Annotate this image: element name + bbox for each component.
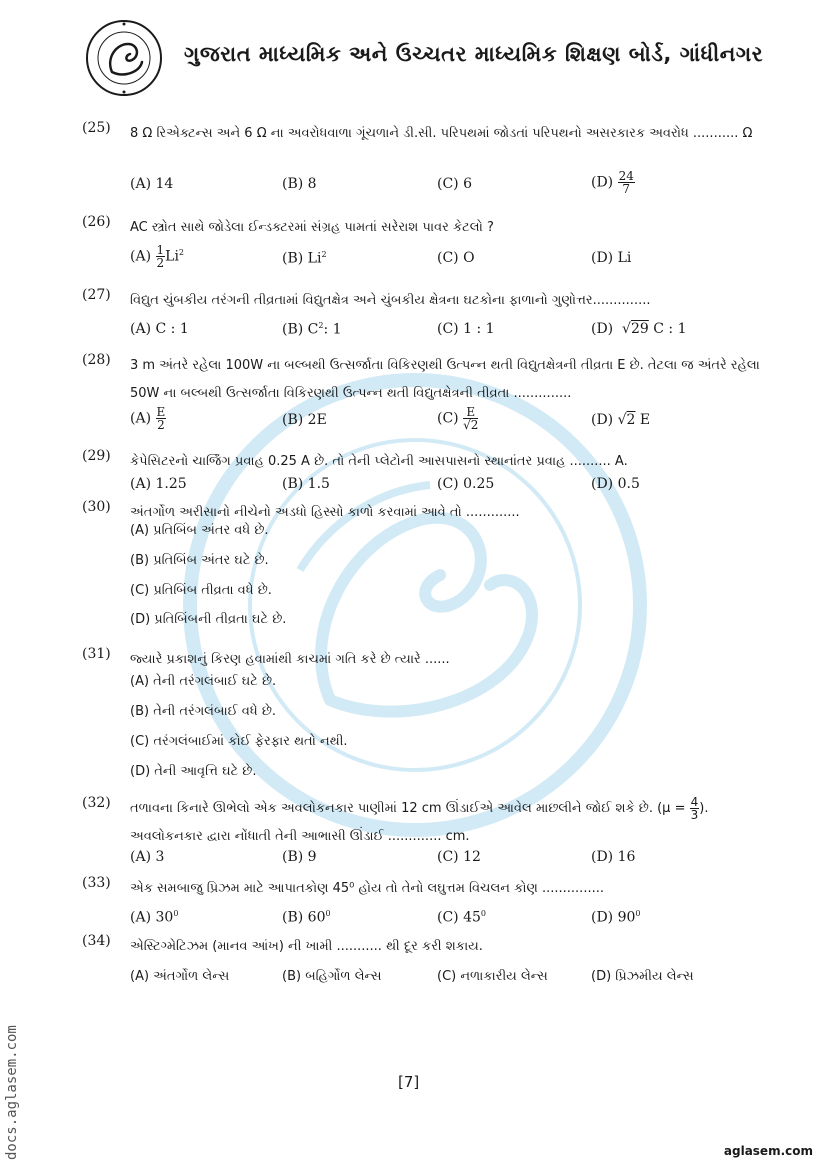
option-b: (B) 8 [282,176,317,192]
option-d: (D) 0.5 [591,476,640,492]
option-c: (C) $\frac{E}{√2}$ [437,405,479,432]
option-c: (C) $45^0$ [437,909,486,926]
question-31 [82,646,762,786]
option-c: (C) તરંગલંબાઈમાં કોઈ ફેરફાર થતો નથી. [130,734,348,749]
option-a: (A) અંતર્ગોળ લેન્સ [130,969,230,984]
question-number: (31) [82,646,111,662]
option-c: (C) 6 [437,176,472,192]
option-b: (B) Li$^2$ [282,250,327,267]
question-text: 3 m અંતરે રહેલા 100W ના બલ્બથી ઉત્સર્જાતા વિકિરણથી ઉત્પન્ન થતી વિદ્યુતક્ષેત્રની તીવ્રતા E છે. તેટલા જ અંતરે રહેલા 50W ના બલ્બથી ઉત્સર્જાતા વિકિરણથી ઉત્પન્ન થતી વિદ્યુતક્ષેત્રની તીવ્રતા .............. [130,358,760,401]
option-d: (D) 16 [591,849,636,865]
page-number: [7] [398,1073,420,1091]
question-number: (28) [82,352,111,368]
option-b: (B) $60^0$ [282,909,331,926]
footer-site: aglasem.com [723,1144,813,1158]
question-text: તળાવના કિનારે ઊભેલો એક અવલોકનકાર પાણીમાં 12 cm ઊંડાઈએ આવેલ માછલીને જોઈ શકે છે. (μ = $\frac{4}{3}$ ). અવલોકનકાર દ્વારા નોંધાતી તેની આભાસી ઊંડાઈ ............. cm. [130,795,709,844]
option-a: (A) પ્રતિબિંબ અંતર વધે છે. [130,523,269,538]
question-text: વિદ્યુત ચુંબકીય તરંગની તીવ્રતામાં વિદ્યુતક્ષેત્ર અને ચુંબકીય ક્ષેત્રના ઘટકોના ફાળાનો ગુણોત્તર.............. [130,293,651,308]
question-number: (32) [82,795,111,811]
option-c: (C) નળાકારીય લેન્સ [437,969,548,984]
question-number: (33) [82,875,111,891]
question-text: એસ્ટિગ્મેટિઝમ (માનવ આંખ) ની ખામી ........... થી દૂર કરી શકાય. [130,939,483,954]
question-34 [82,933,762,993]
question-29 [82,448,762,498]
option-b: (B) 1.5 [282,476,330,492]
option-d: (D) પ્રિઝમીય લેન્સ [591,969,694,984]
question-number: (34) [82,933,111,949]
option-b: (B) પ્રતિબિંબ અંતર ઘટે છે. [130,553,269,568]
question-number: (30) [82,499,111,515]
option-d: (D) તેની આવૃત્તિ ઘટે છે. [130,764,257,779]
option-d: (D) √2 E [591,412,651,428]
question-26 [82,214,762,274]
option-a: (A) 14 [130,176,174,192]
option-b: (B) તેની તરંગલંબાઈ વધે છે. [130,704,277,719]
option-c: (C) O [437,250,475,266]
question-text: જ્યારે પ્રકાશનું કિરણ હવામાંથી કાચમાં ગતિ કરે છે ત્યારે ...... [130,652,450,667]
option-b: (B) બહિર્ગોળ લેન્સ [282,969,382,984]
question-text: અંતર્ગોળ અરીસાનો નીચેનો અડધો હિસ્સો કાળો કરવામાં આવે તો ............. [130,505,520,520]
question-number: (25) [82,120,111,136]
option-c: (C) 1 : 1 [437,321,495,337]
option-a: (A) 3 [130,849,165,865]
option-b: (B) 9 [282,849,317,865]
option-b: (B) $C^2$: 1 [282,321,342,338]
option-c: (C) 12 [437,849,481,865]
option-b: (B) 2E [282,412,327,428]
question-28 [82,352,762,442]
option-c: (C) પ્રતિબિંબ તીવ્રતા વધે છે. [130,583,272,598]
board-title: ગુજરાત માધ્યમિક અને ઉચ્ચતર માધ્યમિક શિક્ષણ બોર્ડ, ગાંધીનગર [184,42,764,66]
question-text: AC સ્ત્રોત સાથે જોડેલા ઈન્ડક્ટરમાં સંગ્રહ પામતાં સરેરાશ પાવર કેટલો ? [130,220,494,235]
question-32 [82,795,762,870]
side-watermark-url: docs.aglasem.com [4,1025,20,1160]
option-d: (D) $\frac{24}{7}$ [591,169,634,196]
option-a: (A) $30^0$ [130,909,179,926]
question-number: (27) [82,287,111,303]
question-number: (29) [82,448,111,464]
option-a: (A) $\frac{E}{2}$ [130,405,166,432]
option-d: (D) પ્રતિબિંબની તીવ્રતા ઘટે છે. [130,612,287,627]
question-27 [82,287,762,347]
question-text: કેપેસિટરનો ચાર્જિંગ પ્રવાહ 0.25 A છે. તો તેની પ્લેટોની આસપાસનો સ્થાનાંતર પ્રવાહ .......... A. [130,454,628,469]
option-d: (D) Li [591,250,632,266]
option-c: (C) 0.25 [437,476,495,492]
question-25 [82,120,762,200]
question-number: (26) [82,214,111,230]
document-header [84,18,774,98]
option-d: (D) √29 C : 1 [591,321,687,337]
board-seal-logo [84,18,164,98]
question-33 [82,875,762,930]
option-d: (D) $90^0$ [591,909,641,926]
question-30 [82,499,762,639]
option-a: (A) $\frac{1}{2}$ Li$^2$ [130,243,185,270]
option-a: (A) 1.25 [130,476,187,492]
option-a: (A) તેની તરંગલંબાઈ ઘટે છે. [130,674,277,689]
question-text: એક સમબાજુ પ્રિઝમ માટે આપાતકોણ 45⁰ હોય તો તેનો લઘુત્તમ વિચલન કોણ ............... [130,881,604,896]
question-text: 8 Ω રિએક્ટન્સ અને 6 Ω ના અવરોધવાળા ગૂંચળાને ડી.સી. પરિપથમાં જોડતાં પરિપથનો અસરકારક અવરોધ ........... Ω [130,126,753,141]
option-a: (A) C : 1 [130,321,189,337]
